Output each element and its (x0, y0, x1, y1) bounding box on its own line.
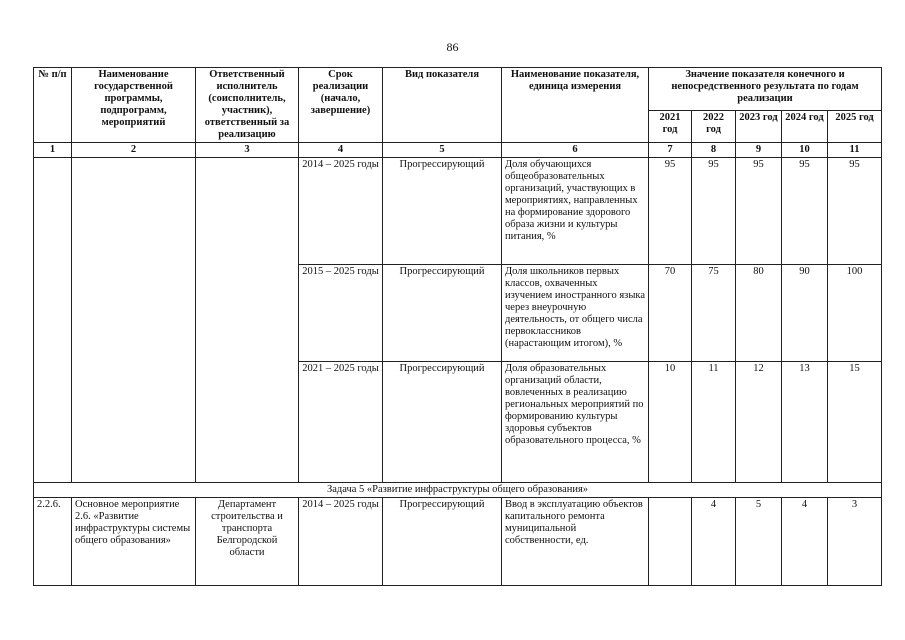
indicator-type-cell: Прогрессирующий (383, 158, 502, 265)
empty-executor-cell (196, 158, 299, 483)
column-number: 7 (649, 143, 692, 158)
indicator-name-cell: Ввод в эксплуатацию объектов капитального ремонта муниципальной собственности, ед. (502, 498, 649, 586)
header-col-indicator: Наименование показателя, единица измерения (502, 68, 649, 143)
value-2024: 90 (782, 265, 828, 362)
column-number: 4 (299, 143, 383, 158)
column-number: 9 (736, 143, 782, 158)
header-col-executor: Ответственный исполнитель (соисполнитель, участник), ответственный за реализацию (196, 68, 299, 143)
column-number: 1 (34, 143, 72, 158)
value-2022: 11 (692, 362, 736, 483)
task-row (34, 483, 882, 498)
program-indicators-table (33, 67, 882, 586)
header-col-name: Наименование государственной программы, подпрограмм, мероприятий (72, 68, 196, 143)
header-col-type: Вид показателя (383, 68, 502, 143)
value-2021: 70 (649, 265, 692, 362)
value-2024: 95 (782, 158, 828, 265)
measure-name-cell: Основное мероприятие 2.6. «Развитие инфраструктуры системы общего образования» (72, 498, 196, 586)
column-number: 5 (383, 143, 502, 158)
value-2023: 12 (736, 362, 782, 483)
header-year-2021: 2021 год (649, 110, 692, 142)
value-2024: 4 (782, 498, 828, 586)
header-row (34, 68, 882, 111)
value-2021: 10 (649, 362, 692, 483)
indicator-type-cell: Прогрессирующий (383, 265, 502, 362)
page-number: 86 (446, 40, 459, 54)
value-2022: 95 (692, 158, 736, 265)
value-2021 (649, 498, 692, 586)
value-2023: 95 (736, 158, 782, 265)
indicator-type-cell: Прогрессирующий (383, 498, 502, 586)
value-2022: 75 (692, 265, 736, 362)
value-2025: 100 (828, 265, 882, 362)
header-year-2025: 2025 год (828, 110, 882, 142)
header-values-group: Значение показателя конечного и непосредственного результата по годам реализации (649, 68, 882, 111)
header-year-2022: 2022 год (692, 110, 736, 142)
column-number: 8 (692, 143, 736, 158)
value-2025: 3 (828, 498, 882, 586)
table-row (34, 158, 882, 265)
header-year-2023: 2023 год (736, 110, 782, 142)
header-col-number: № п/п (34, 68, 72, 143)
period-cell: 2014 – 2025 годы (299, 158, 383, 265)
column-numbers-row (34, 143, 882, 158)
column-number: 10 (782, 143, 828, 158)
period-cell: 2015 – 2025 годы (299, 265, 383, 362)
column-number: 2 (72, 143, 196, 158)
task-title: Задача 5 «Развитие инфраструктуры общего образования» (34, 483, 882, 498)
empty-number-cell (34, 158, 72, 483)
executor-cell: Департамент строительства и транспорта Белгородской области (196, 498, 299, 586)
value-2025: 95 (828, 158, 882, 265)
indicator-type-cell: Прогрессирующий (383, 362, 502, 483)
value-2022: 4 (692, 498, 736, 586)
value-2024: 13 (782, 362, 828, 483)
table-row (34, 498, 882, 586)
value-2021: 95 (649, 158, 692, 265)
indicator-name-cell: Доля школьников первых классов, охваченных изучением иностранного языка через внеурочную деятельность, от общего числа первоклассников (нарастающим итогом), % (502, 265, 649, 362)
header-col-period: Срок реализации (начало, завершение) (299, 68, 383, 143)
indicator-name-cell: Доля образовательных организаций области, вовлеченных в реализацию региональных мероприятий по формированию культуры здоровья субъектов образовательного процесса, % (502, 362, 649, 483)
value-2025: 15 (828, 362, 882, 483)
value-2023: 5 (736, 498, 782, 586)
column-number: 6 (502, 143, 649, 158)
period-cell: 2014 – 2025 годы (299, 498, 383, 586)
empty-name-cell (72, 158, 196, 483)
indicator-name-cell: Доля обучающихся общеобразовательных организаций, участвующих в мероприятиях, направленных на формирование здорового образа жизни и культуры питания, % (502, 158, 649, 265)
column-number: 3 (196, 143, 299, 158)
column-number: 11 (828, 143, 882, 158)
value-2023: 80 (736, 265, 782, 362)
row-number-cell: 2.2.6. (34, 498, 72, 586)
header-year-2024: 2024 год (782, 110, 828, 142)
period-cell: 2021 – 2025 годы (299, 362, 383, 483)
